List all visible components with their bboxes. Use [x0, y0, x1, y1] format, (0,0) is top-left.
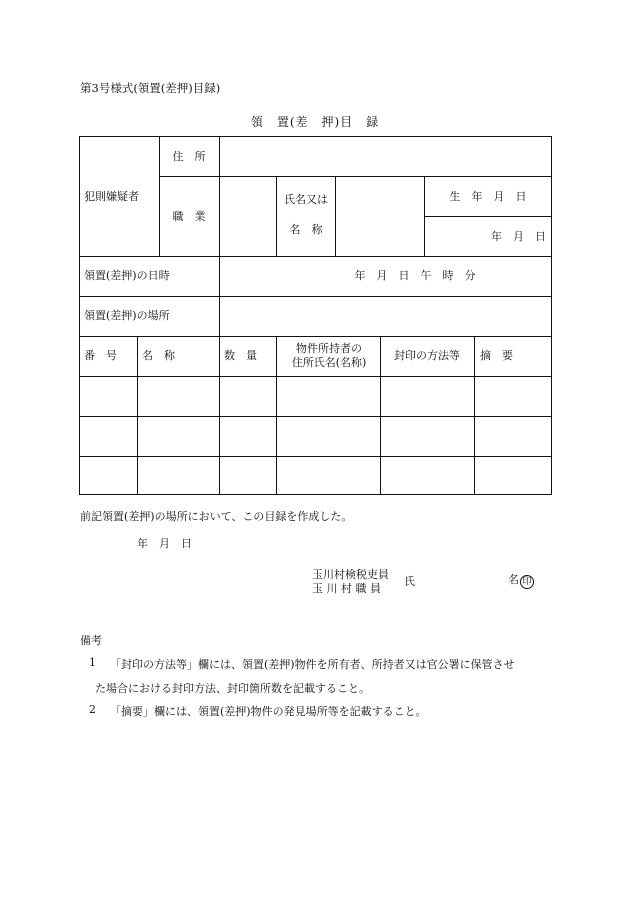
- remark-1-line1: 「封印の方法等」欄には、領置(差押)物件を所有者、所持者又は官公署に保管させ: [110, 658, 515, 671]
- age-date-label: 年 月 日: [491, 230, 546, 243]
- header-owner-line2: 住所氏名(名称): [291, 356, 367, 369]
- name-label-line2: 名 称: [289, 223, 323, 236]
- signer-name-seal: [508, 571, 534, 589]
- remark-2-number: 2: [89, 703, 96, 716]
- header-number: 番 号: [84, 349, 117, 362]
- header-quantity: 数 量: [224, 349, 257, 362]
- signer-shi: 氏: [404, 575, 415, 588]
- remarks-heading: 備考: [80, 634, 102, 647]
- statement-text: 前記領置(差押)の場所において、この目録を作成した。: [80, 510, 353, 523]
- signer-mei: 名: [508, 573, 519, 586]
- datetime-label: 領置(差押)の日時: [84, 269, 170, 282]
- datetime-value: 年 月 日 午 時 分: [354, 269, 476, 282]
- header-name: 名 称: [142, 349, 175, 362]
- seal-icon: 印: [520, 575, 534, 589]
- header-seal-method: 封印の方法等: [394, 349, 460, 362]
- header-owner-line1: 物件所持者の: [296, 342, 362, 355]
- remark-2-line1: 「摘要」欄には、領置(差押)物件の発見場所等を記載すること。: [110, 705, 427, 718]
- remark-1-line2: た場合における封印方法、封印箇所数を記載すること。: [95, 682, 370, 695]
- form-number-title: 第3号様式(領置(差押)目録): [80, 81, 221, 95]
- name-label-line1: 氏名又は: [284, 193, 328, 206]
- suspect-label: 犯則嫌疑者: [84, 190, 139, 203]
- occupation-label: 職 業: [172, 210, 206, 223]
- remark-1-number: 1: [89, 656, 96, 669]
- birth-date-label: 生 年 月 日: [449, 190, 527, 203]
- address-label: 住 所: [172, 150, 206, 163]
- place-label: 領置(差押)の場所: [84, 309, 170, 322]
- creation-date: 年 月 日: [137, 537, 192, 550]
- signer-title-staff: 玉 川 村 職 員: [312, 582, 381, 595]
- document-title: 領 置(差 押)目 録: [250, 115, 380, 129]
- header-summary: 摘 要: [480, 349, 513, 362]
- signer-title-tax-officer: 玉川村検税吏員: [312, 568, 389, 581]
